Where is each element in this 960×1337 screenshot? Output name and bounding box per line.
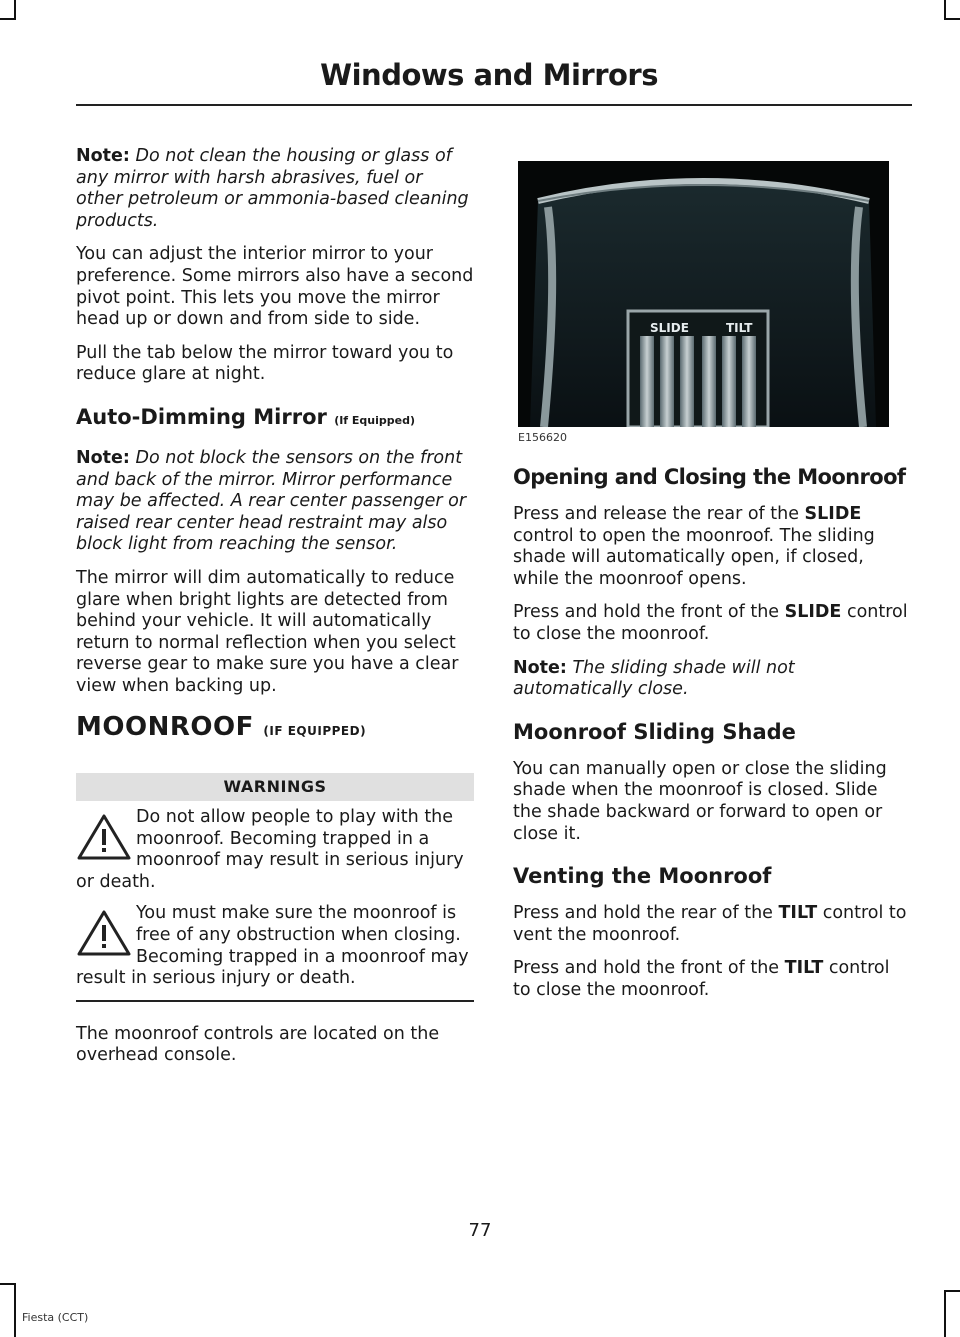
paragraph-pull-tab: Pull the tab below the mirror toward you to reduce glare at night. [76,342,454,385]
crop-mark [944,0,946,20]
paragraph-close [513,602,911,645]
warning-text: You must make sure the moonroof is free of any obstruction when closing. Becoming trapped in a moonroof may result in serious injury or death. [76,903,469,989]
section-title: Windows and Mirrors [320,58,658,92]
text: control to close the moonroof. [513,958,890,1000]
warnings-header: WARNINGS [76,773,474,801]
warning-triangle-icon [76,909,132,957]
warning-item [76,807,474,893]
note-label: Note: [76,447,130,468]
note-label: Note: [76,146,130,166]
heading-text: Auto-Dimming Mirror [76,404,327,429]
control-name: SLIDE [804,504,862,524]
image-code: E156620 [518,431,567,444]
right-column [513,464,911,1014]
heading-venting: Venting the Moonroof [513,864,772,889]
paragraph-shade: You can manually open or close the sliding shade when the moonroof is closed. Slide the shade backward or forward to open or close it. [513,758,887,844]
header-rule [76,104,912,106]
slide-label: SLIDE [650,321,689,335]
paragraph-vent [513,903,911,946]
note-text: Do not block the sensors on the front and back of the mirror. Mirror performance may be affected. A rear center passenger or raised rear center head restraint may also block light from reaching the sensor. [76,447,467,555]
warnings-end-rule [76,1000,474,1002]
crop-mark [0,1283,16,1285]
heading-text: MOONROOF [76,712,254,743]
page-number: 77 [468,1220,492,1241]
text: Press and hold the front of the [513,602,785,623]
crop-mark [14,1283,16,1337]
warning-item [76,903,474,989]
text: control to close the moonroof. [513,602,908,644]
paragraph-close-tilt [513,958,911,1001]
crop-mark [944,18,960,20]
tilt-label: TILT [726,321,753,335]
crop-mark [14,0,16,20]
text: Press and hold the rear of the [513,903,779,924]
control-name: TILT [778,903,818,924]
crop-mark [944,1290,960,1292]
heading-moonroof [76,712,474,743]
if-equipped-label: (If Equipped) [334,413,416,427]
left-column [76,146,474,1079]
paragraph-open [513,504,911,590]
crop-mark [944,1290,946,1337]
heading-opening-closing: Opening and Closing the Moonroof [513,465,906,489]
text: control to vent the moonroof. [513,903,907,945]
overhead-console-illustration [518,161,889,427]
overhead-console-photo [518,161,889,427]
control-name: SLIDE [784,602,842,623]
note-label: Note: [513,657,567,678]
warning-text: Do not allow people to play with the moonroof. Becoming trapped in a moonroof may result in serious injury or death. [76,807,464,892]
paragraph-adjust-mirror: You can adjust the interior mirror to your preference. Some mirrors also have a second pivot point. This lets you move the mirror head up or down and from side to side. [76,244,474,330]
paragraph-controls-location: The moonroof controls are located on the overhead console. [76,1023,440,1066]
note-sensors [76,448,474,556]
note-housing [76,146,474,232]
warning-triangle-icon [76,813,132,861]
text: control to open the moonroof. The sliding shade will automatically open, if closed, while the moonroof opens. [513,525,875,589]
crop-mark [0,18,16,20]
note-shade [513,658,911,701]
note-text: Do not clean the housing or glass of any mirror with harsh abrasives, fuel or other petroleum or ammonia-based cleaning products. [76,146,469,231]
footer-model: Fiesta (CCT) [22,1311,89,1324]
heading-sliding-shade: Moonroof Sliding Shade [513,719,796,744]
text: Press and release the rear of the [513,504,805,524]
heading-auto-dimming [76,404,474,434]
text: Press and hold the front of the [513,958,785,979]
note-text: The sliding shade will not automatically close. [513,657,795,700]
paragraph-auto-dim: The mirror will dim automatically to reduce glare when bright lights are detected from behind your vehicle. It will automatically return to normal reflection when you select reverse gear to make sure you have a clear view when backing up. [76,567,459,696]
if-equipped-label: (IF EQUIPPED) [263,724,367,739]
control-name: TILT [784,958,824,979]
